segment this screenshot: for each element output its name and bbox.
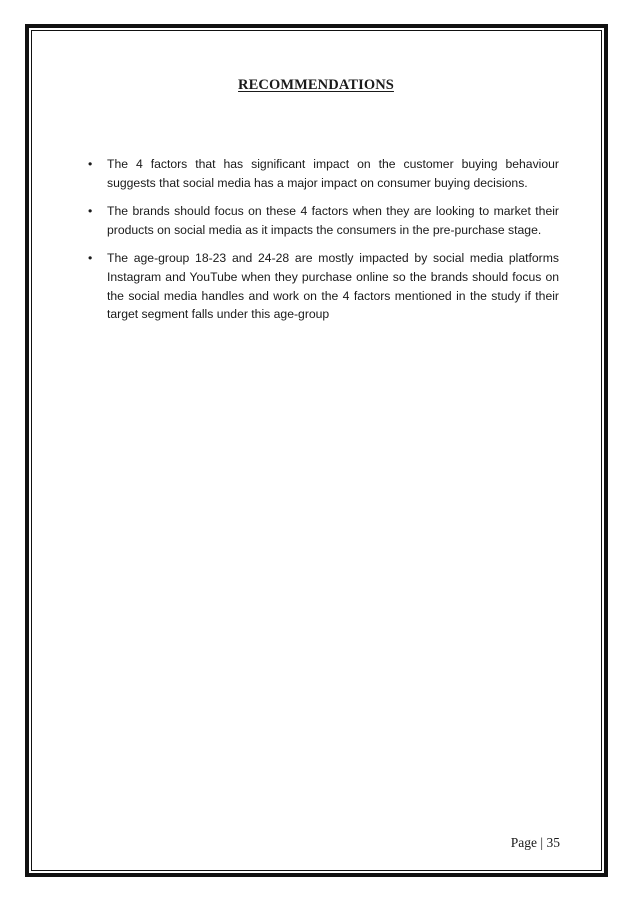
list-item-text: The age-group 18-23 and 24-28 are mostly impacted by social media platforms Instagram and YouTube when they purchase online so the brands should focus on the social media handles and work on the 4 factors mentioned in the study if their target segment falls under this age-group xyxy=(107,251,559,322)
bullet-icon: • xyxy=(88,204,93,219)
list-item xyxy=(88,249,559,323)
list-item xyxy=(88,202,559,239)
page-number: Page | 35 xyxy=(510,835,560,850)
list-item-text: The brands should focus on these 4 factors when they are looking to market their products on social media as it impacts the consumers in the pre-purchase stage. xyxy=(107,204,559,237)
list-item-text: The 4 factors that has significant impact on the customer buying behaviour suggests that social media has a major impact on consumer buying decisions. xyxy=(107,157,559,190)
page-heading: RECOMMENDATIONS xyxy=(238,77,394,93)
list-item xyxy=(88,155,559,192)
bullet-icon: • xyxy=(88,157,93,171)
recommendations-list xyxy=(88,155,559,334)
bullet-icon: • xyxy=(88,251,93,266)
